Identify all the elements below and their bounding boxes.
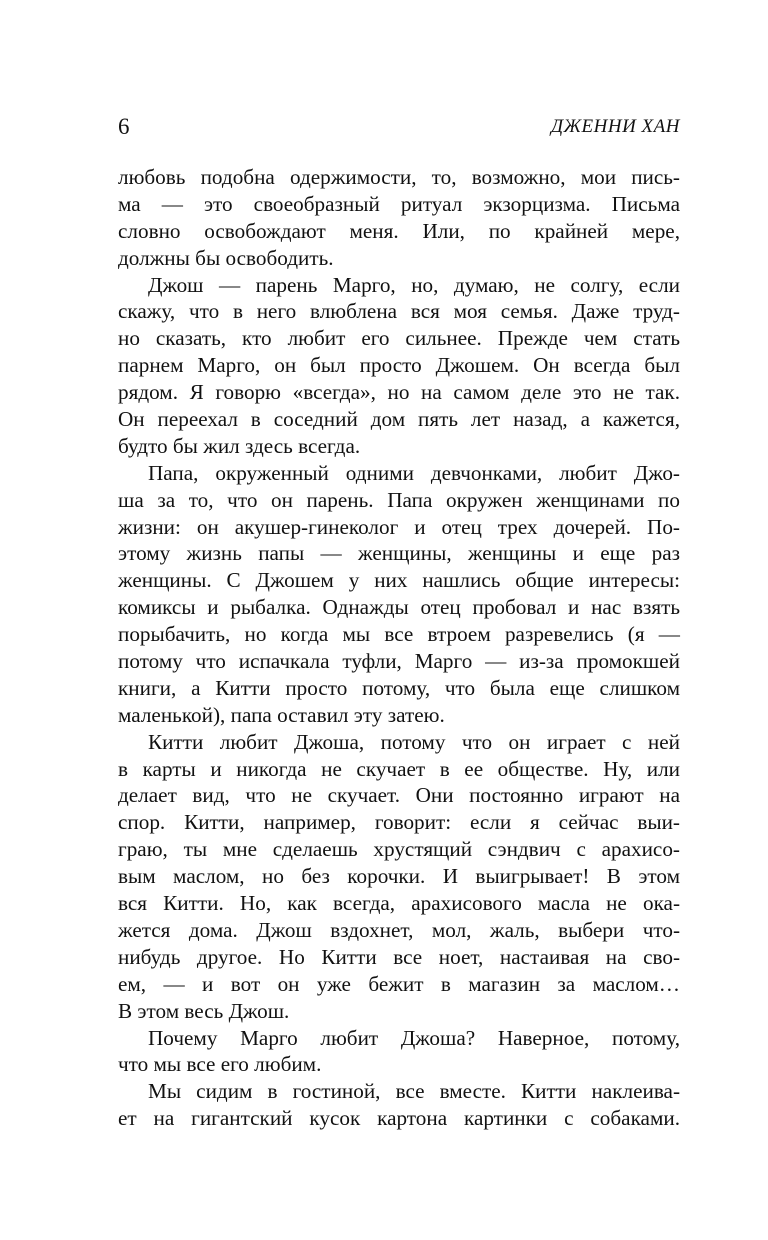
text-line: книги, а Китти просто потому, что была еще слишком [118, 675, 680, 700]
text-line: парнем Марго, он был просто Джошем. Он всегда был [118, 353, 680, 378]
body-text [118, 164, 680, 1132]
text-line: Китти любит Джоша, потому что он играет с ней [148, 729, 680, 754]
running-head [118, 112, 680, 142]
text-line: жется дома. Джош вздохнет, мол, жаль, выбери что- [118, 917, 680, 942]
page-number: 6 [118, 114, 130, 139]
text-line: комиксы и рыбалка. Однажды отец пробовал и нас взять [118, 595, 680, 620]
paragraph [118, 1078, 680, 1132]
text-line: делает вид, что не скучает. Они постоянно играют на [118, 783, 680, 808]
paragraph [118, 164, 680, 272]
text-line: должны бы освободить. [118, 245, 334, 270]
book-author: ДЖЕННИ ХАН [551, 116, 680, 137]
paragraph [118, 460, 680, 729]
text-line: ма — это своеобразный ритуал экзорцизма. Письма [118, 191, 680, 216]
text-line: спор. Китти, например, говорит: если я сейчас выи- [118, 810, 680, 835]
text-line: Почему Марго любит Джоша? Наверное, потому, [148, 1025, 680, 1050]
text-line: маленькой), папа оставил эту затею. [118, 702, 445, 727]
text-line: в карты и никогда не скучает в ее обществе. Ну, или [118, 756, 680, 781]
text-line: этому жизнь папы — женщины, женщины и еще раз [118, 541, 680, 566]
text-line: ша за то, что он парень. Папа окружен женщинами по [118, 487, 680, 512]
text-line: скажу, что в него влюблена вся моя семья. Даже труд- [118, 299, 680, 324]
text-line: жизни: он акушер-гинеколог и отец трех дочерей. По- [118, 514, 680, 539]
text-line: Джош — парень Марго, но, думаю, не солгу, если [148, 272, 680, 297]
text-line: рядом. Я говорю «всегда», но на самом деле это не так. [118, 380, 680, 405]
text-line: Папа, окруженный одними девчонками, любит Джо- [148, 460, 680, 485]
text-line: будто бы жил здесь всегда. [118, 433, 361, 458]
text-line: женщины. С Джошем у них нашлись общие интересы: [118, 568, 680, 593]
paragraph [118, 1025, 680, 1079]
text-line: Мы сидим в гостиной, все вместе. Китти наклеива- [148, 1079, 680, 1104]
text-line: В этом весь Джош. [118, 998, 290, 1023]
text-line: ем, — и вот он уже бежит в магазин за маслом… [118, 971, 680, 996]
text-line: граю, ты мне сделаешь хрустящий сэндвич с арахисо- [118, 837, 680, 862]
paragraph [118, 729, 680, 1025]
text-line: вым маслом, но без корочки. И выигрывает! В этом [118, 864, 680, 889]
text-line: Он переехал в соседний дом пять лет назад, а кажется, [118, 407, 680, 432]
text-line: ет на гигантский кусок картона картинки с собаками. [118, 1106, 680, 1131]
text-line: вся Китти. Но, как всегда, арахисового масла не ока- [118, 891, 680, 916]
text-line: любовь подобна одержимости, то, возможно, мои пись- [118, 165, 680, 189]
paragraph [118, 272, 680, 460]
text-line: что мы все его любим. [118, 1052, 322, 1077]
text-line: но сказать, кто любит его сильнее. Прежде чем стать [118, 326, 680, 351]
text-line: словно освобождают меня. Или, по крайней мере, [118, 218, 680, 243]
text-line: нибудь другое. Но Китти все ноет, настаивая на сво- [118, 944, 680, 969]
text-line: потому что испачкала туфли, Марго — из-за промокшей [118, 649, 680, 674]
text-line: порыбачить, но когда мы все втроем разревелись (я — [118, 622, 680, 647]
